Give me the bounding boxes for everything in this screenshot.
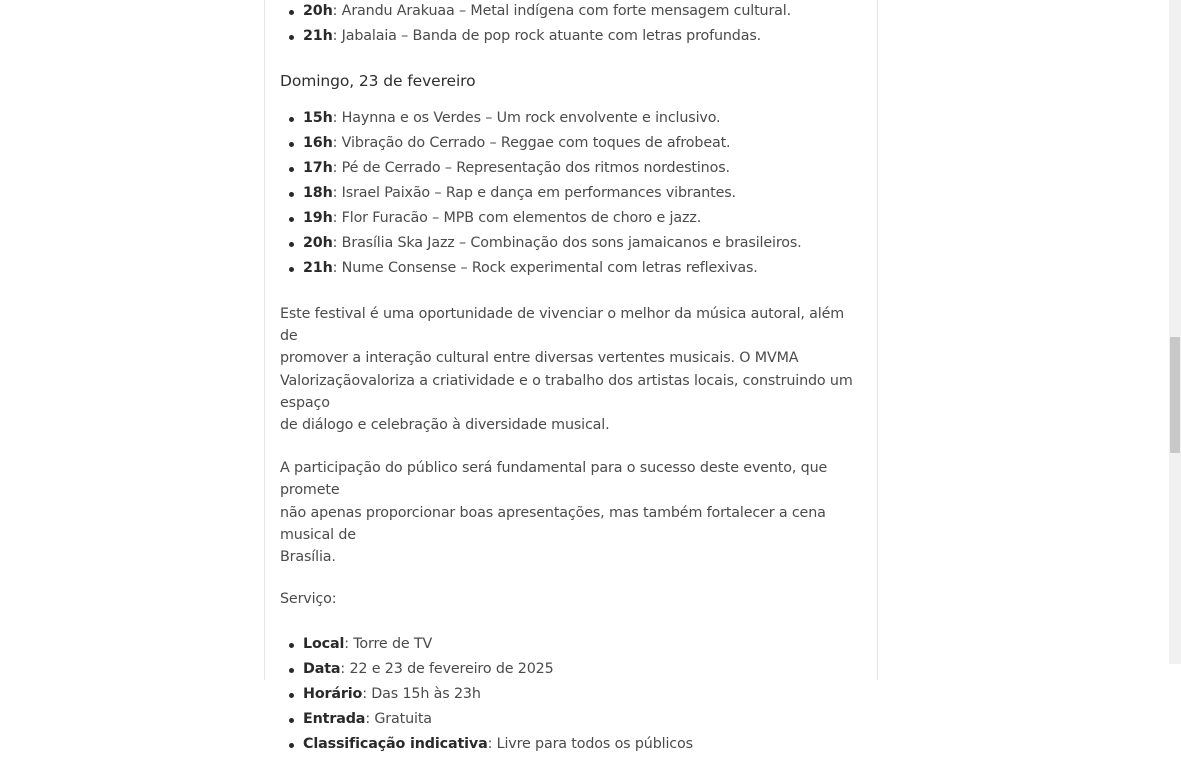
list-item: 18h: Israel Paixão – Rap e dança em performances vibrantes. <box>280 181 860 206</box>
paragraph-line: promover a interação cultural entre diversas vertentes musicais. O MVMA <box>280 350 799 367</box>
list-item: Horário: Das 15h às 23h <box>280 682 860 707</box>
sunday-heading: Domingo, 23 de fevereiro <box>280 72 476 90</box>
list-item: 20h: Brasília Ska Jazz – Combinação dos sons jamaicanos e brasileiros. <box>280 231 860 256</box>
paragraph-line: A participação do público será fundamental para o sucesso deste evento, que promete <box>280 460 828 499</box>
saturday-schedule-list <box>280 0 860 49</box>
paragraph-line: não apenas proporcionar boas apresentações, mas também fortalecer a cena musical de <box>280 504 826 543</box>
scrollbar-thumb[interactable] <box>1170 337 1180 453</box>
article-body <box>280 0 860 757</box>
paragraph-line: de diálogo e celebração à diversidade musical. <box>280 417 610 434</box>
list-item: 21h: Nume Consense – Rock experimental com letras reflexivas. <box>280 256 860 281</box>
festival-paragraph <box>280 303 860 436</box>
list-item: 15h: Haynna e os Verdes – Um rock envolvente e inclusivo. <box>280 106 860 131</box>
list-item: 21h: Jabalaia – Banda de pop rock atuante com letras profundas. <box>280 24 860 49</box>
paragraph-line: Valorizaçãovaloriza a criatividade e o trabalho dos artistas locais, construindo um espaço <box>280 372 853 411</box>
list-item: 20h: Arandu Arakuaa – Metal indígena com forte mensagem cultural. <box>280 0 860 24</box>
list-item: 17h: Pé de Cerrado – Representação dos ritmos nordestinos. <box>280 156 860 181</box>
list-item: Data: 22 e 23 de fevereiro de 2025 <box>280 657 860 682</box>
list-item: Classificação indicativa: Livre para todos os públicos <box>280 732 860 757</box>
participation-paragraph <box>280 457 860 568</box>
list-item: Entrada: Gratuita <box>280 707 860 732</box>
paragraph-line: Brasília. <box>280 549 336 566</box>
sunday-schedule-list <box>280 106 860 281</box>
page-scrollbar[interactable] <box>1169 0 1181 664</box>
paragraph-line: Este festival é uma oportunidade de vivenciar o melhor da música autoral, além de <box>280 306 845 345</box>
service-label: Serviço: <box>280 591 337 608</box>
service-list <box>280 632 860 757</box>
list-item: 19h: Flor Furacão – MPB com elementos de choro e jazz. <box>280 206 860 231</box>
list-item: Local: Torre de TV <box>280 632 860 657</box>
list-item: 16h: Vibração do Cerrado – Reggae com toques de afrobeat. <box>280 131 860 156</box>
